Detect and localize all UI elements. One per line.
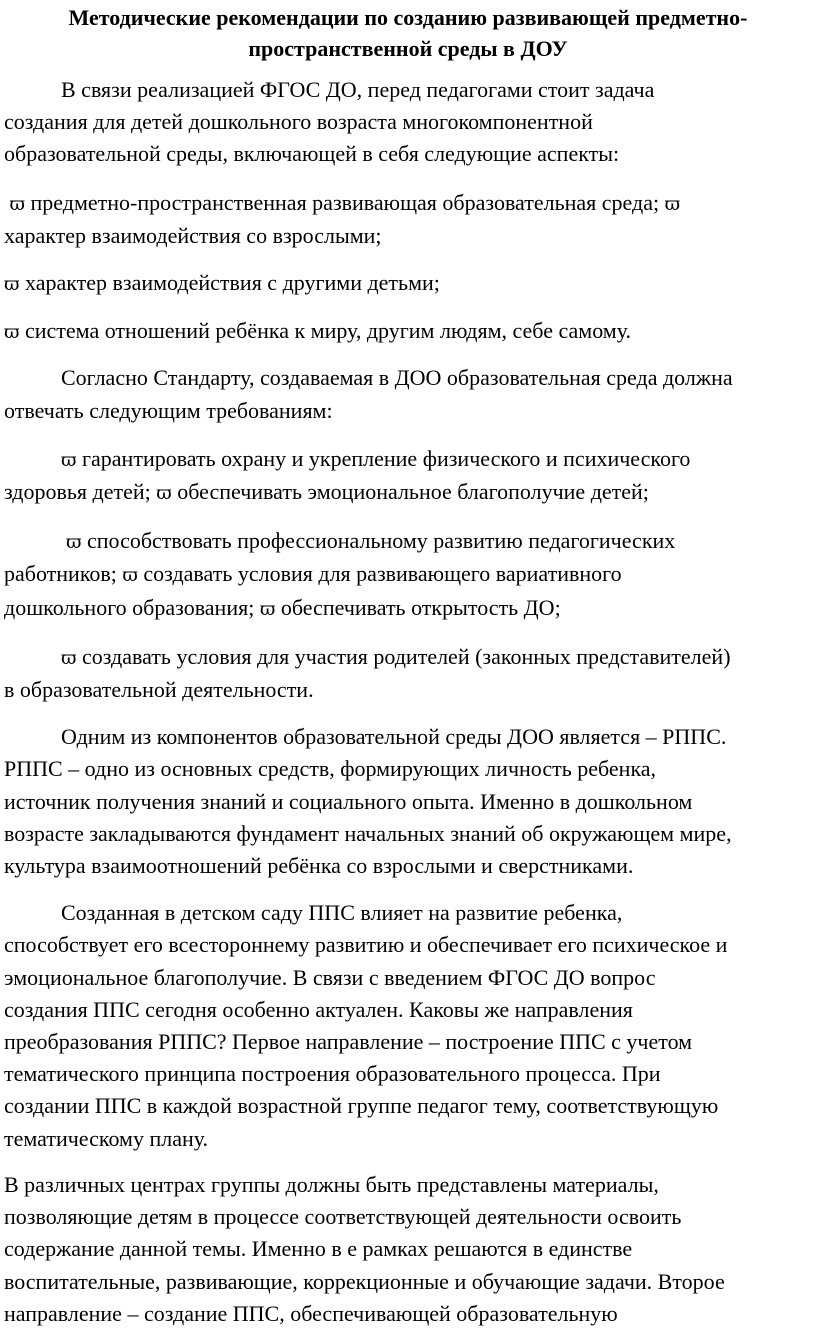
text-line: В различных центрах группы должны быть представлены материалы, [4,1171,659,1197]
text-line: образовательной среды, включающей в себя следующие аспекты: [4,141,620,167]
text-span: обеспечивать эмоциональное благополучие детей; [171,479,649,505]
text-line: эмоциональное благополучие. В связи с введением ФГОС ДО вопрос [4,964,656,990]
text-line: создания для детей дошкольного возраста многокомпонентной [4,109,593,135]
text-line: позволяющие детям в процессе соответствующей деятельности освоить [4,1204,682,1230]
bullet-icon: ϖ [664,192,681,215]
text-line [4,641,812,674]
text-span: система отношений ребёнка к миру, другим людям, себе самому. [19,318,631,344]
text-line [4,187,812,220]
text-line: способствует его всестороннему развитию и обеспечивает его психическое и [4,932,728,958]
text-span: работников; [4,561,123,587]
text-line: Одним из компонентов образовательной среды ДОО является – РППС. [61,724,727,750]
text-span: обеспечивать открытость ДО; [275,594,561,620]
text-line: тематическому плану. [4,1125,209,1151]
requirement-group-3 [4,641,812,706]
text-span: дошкольного образования; [4,594,260,620]
requirement-group-2 [4,525,812,625]
text-line: создании ППС в каждой возрастной группе педагог тему, соответствующую [4,1093,719,1119]
text-line: возрасте закладываются фундамент начальных знаний об окружающем мире, [4,820,732,846]
text-line: культура взаимоотношений ребёнка со взрослыми и сверстниками. [4,853,634,879]
text-line [4,476,812,509]
text-line [4,315,812,348]
list-item-aspect-3 [4,267,812,300]
text-line: тематического принципа построения образовательного процесса. При [4,1061,661,1087]
bullet-icon: ϖ [259,597,276,620]
text-span: способствовать профессиональному развитию педагогических [81,528,676,554]
bullet-icon: ϖ [61,448,77,471]
text-line: характер взаимодействия со взрослыми; [4,222,382,248]
paragraph-intro [4,74,812,171]
paragraph-pps [4,897,812,1155]
text-line: воспитательные, развивающие, коррекционные и обучающие задачи. Второе [4,1268,725,1294]
text-line: источник получения знаний и социального опыта. Именно в дошкольном [4,788,693,814]
text-span: характер взаимодействия с другими детьми; [19,270,440,296]
bullet-icon: ϖ [66,531,82,554]
text-line [4,558,812,591]
bullet-icon: ϖ [61,646,77,669]
paragraph-centers [4,1169,812,1330]
text-span: создавать условия для участия родителей (законных представителей) [76,643,731,669]
text-line: в образовательной деятельности. [4,677,314,703]
title-line-2: пространственной среды в ДОУ [248,36,568,61]
text-span: предметно-пространственная развивающая образовательная среда; [25,189,665,215]
bullet-icon: ϖ [9,192,25,215]
text-line [4,443,812,476]
list-item-aspect-1 [4,187,812,252]
text-line: направление – создание ППС, обеспечивающей образовательную [4,1300,618,1326]
list-item-aspect-4 [4,315,812,348]
text-line: содержание данной темы. Именно в е рамках решаются в единстве [4,1236,633,1262]
requirement-group-1 [4,443,812,509]
bullet-icon: ϖ [4,273,20,296]
text-span: создавать условия для развивающего вариативного [137,561,622,587]
bullet-icon: ϖ [4,321,20,344]
paragraph-rpps [4,721,812,882]
text-line: отвечать следующим требованиям: [4,397,333,423]
paragraph-requirements [4,362,812,426]
text-line: РППС – одно из основных средств, формирующих личность ребенка, [4,756,657,782]
document-title [4,2,812,64]
title-line-1: Методические рекомендации по созданию развивающей предметно- [68,5,748,30]
text-line [4,525,812,558]
text-span: здоровья детей; [4,479,157,505]
text-span: гарантировать охрану и укрепление физического и психического [76,445,691,471]
text-line: Согласно Стандарту, создаваемая в ДОО образовательная среда должна [61,365,733,391]
text-line: В связи реализацией ФГОС ДО, перед педагогами стоит задача [61,77,655,102]
bullet-icon: ϖ [122,564,138,587]
text-line [4,267,812,300]
text-line: Созданная в детском саду ППС влияет на развитие ребенка, [61,900,623,926]
bullet-icon: ϖ [156,482,172,505]
text-line: преобразования РППС? Первое направление – построение ППС с учетом [4,1029,693,1055]
text-line: создания ППС сегодня особенно актуален. Каковы же направления [4,996,633,1022]
text-line [4,592,812,625]
